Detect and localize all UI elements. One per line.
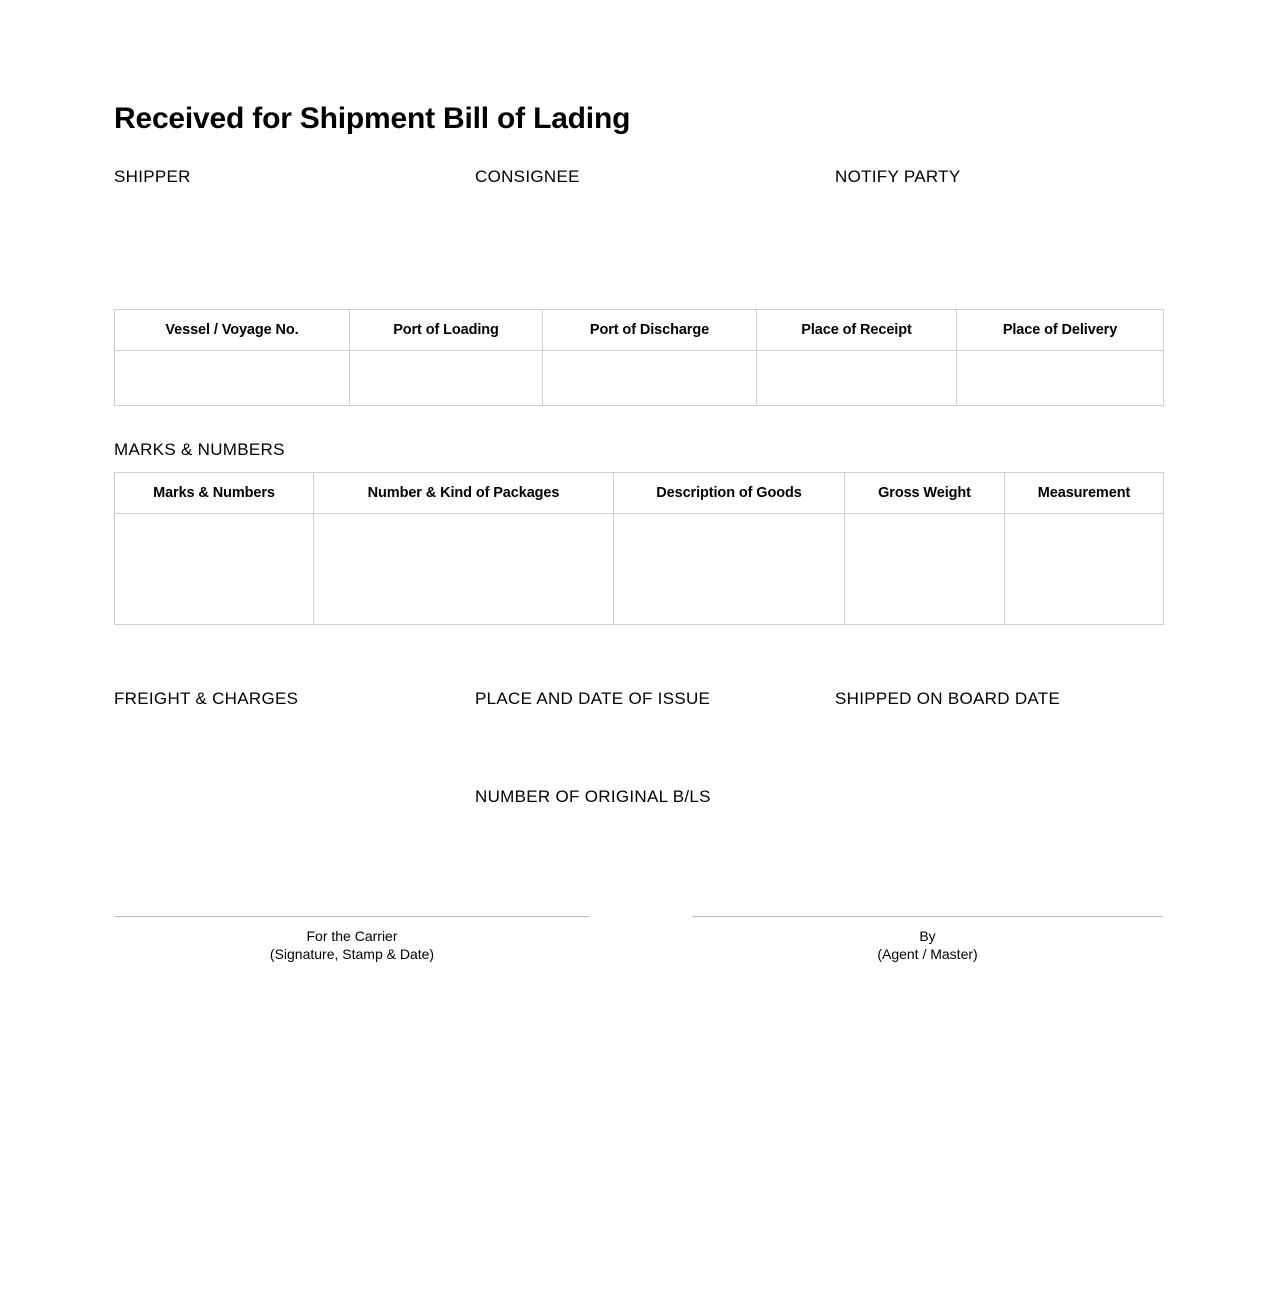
shipper-label: SHIPPER	[114, 167, 191, 186]
voyage-details-table	[114, 309, 1164, 406]
column-header-number-kind-of-packages: Number & Kind of Packages	[314, 473, 614, 514]
agent-signature-caption	[692, 917, 1163, 963]
cell-port-of-discharge[interactable]	[543, 351, 757, 406]
agent-signature-block	[692, 916, 1163, 963]
column-header-vessel-voyage-no: Vessel / Voyage No.	[115, 310, 350, 351]
place-and-date-of-issue-label: PLACE AND DATE OF ISSUE	[475, 689, 711, 708]
cell-vessel-voyage-no[interactable]	[115, 351, 350, 406]
agent-signature-title: By	[919, 928, 936, 944]
carrier-signature-block	[114, 916, 590, 963]
cell-measurement[interactable]	[1005, 514, 1164, 625]
column-header-description-of-goods: Description of Goods	[614, 473, 845, 514]
table-row	[115, 514, 1164, 625]
cell-number-kind-of-packages[interactable]	[314, 514, 614, 625]
carrier-signature-caption	[114, 917, 590, 963]
party-labels-row	[0, 167, 1278, 193]
column-header-port-of-loading: Port of Loading	[350, 310, 543, 351]
carrier-signature-subtitle: (Signature, Stamp & Date)	[269, 946, 435, 962]
column-header-gross-weight: Gross Weight	[845, 473, 1005, 514]
cell-gross-weight[interactable]	[845, 514, 1005, 625]
cell-marks-numbers[interactable]	[115, 514, 314, 625]
notify-party-label: NOTIFY PARTY	[835, 167, 961, 186]
cell-place-of-receipt[interactable]	[757, 351, 957, 406]
shipped-on-board-date-label: SHIPPED ON BOARD DATE	[835, 689, 1061, 708]
column-header-marks-numbers: Marks & Numbers	[115, 473, 314, 514]
cell-place-of-delivery[interactable]	[957, 351, 1164, 406]
consignee-label: CONSIGNEE	[475, 167, 580, 186]
carrier-signature-title: For the Carrier	[306, 928, 398, 944]
charges-labels-row	[0, 689, 1278, 715]
column-header-measurement: Measurement	[1005, 473, 1164, 514]
freight-and-charges-label: FREIGHT & CHARGES	[114, 689, 299, 708]
marks-and-numbers-section-label: MARKS & NUMBERS	[114, 440, 285, 459]
cell-port-of-loading[interactable]	[350, 351, 543, 406]
column-header-place-of-receipt: Place of Receipt	[757, 310, 957, 351]
cargo-details-table	[114, 472, 1164, 625]
column-header-place-of-delivery: Place of Delivery	[957, 310, 1164, 351]
number-of-original-bls-label: NUMBER OF ORIGINAL B/LS	[475, 787, 711, 806]
column-header-port-of-discharge: Port of Discharge	[543, 310, 757, 351]
agent-signature-subtitle: (Agent / Master)	[877, 946, 978, 962]
table-row	[115, 351, 1164, 406]
table-header-row	[115, 473, 1164, 514]
cell-description-of-goods[interactable]	[614, 514, 845, 625]
table-header-row	[115, 310, 1164, 351]
page-title: Received for Shipment Bill of Lading	[114, 102, 631, 136]
